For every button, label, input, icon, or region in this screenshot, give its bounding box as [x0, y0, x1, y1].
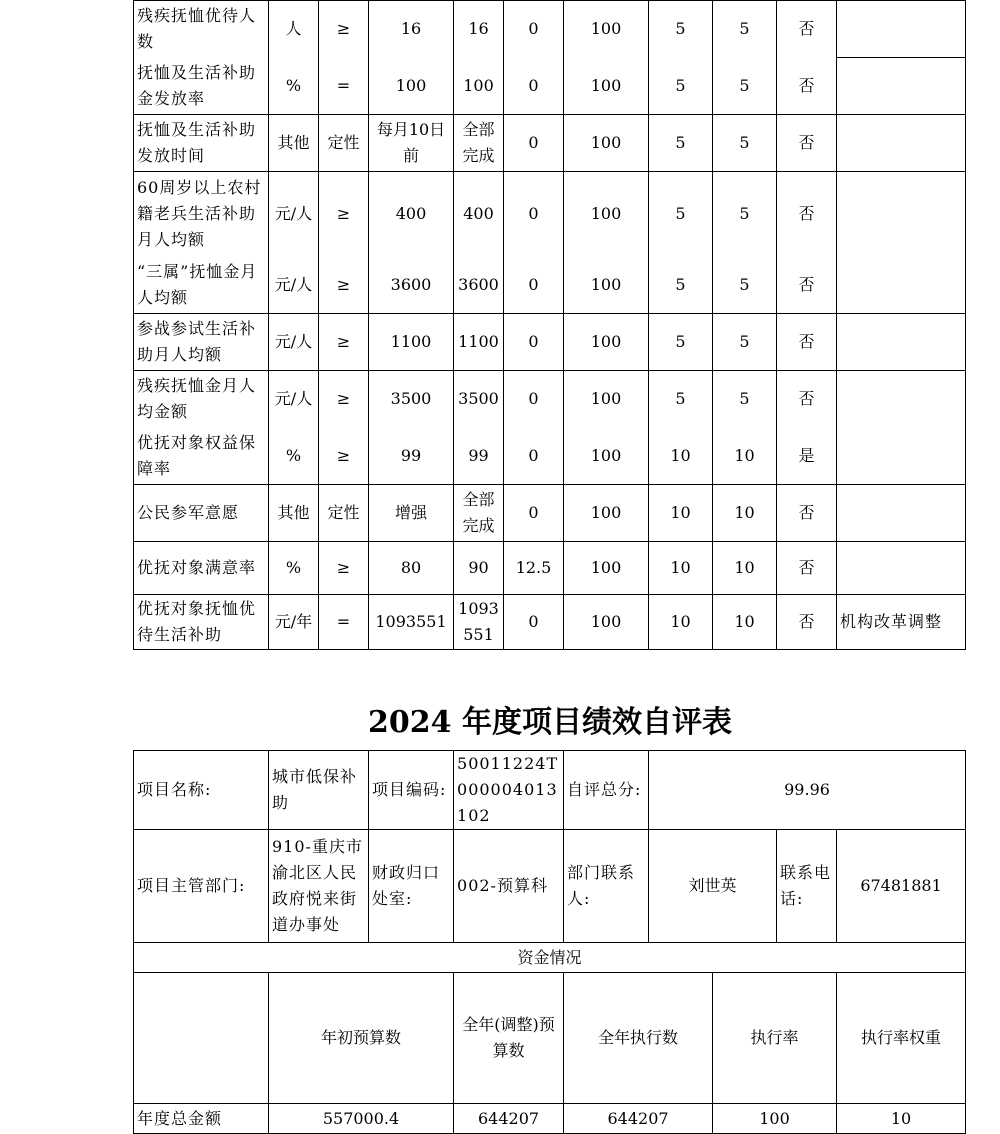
target-value: 100 [369, 58, 454, 115]
flag: 否 [777, 257, 837, 314]
note [837, 542, 966, 595]
project-info-table [133, 750, 966, 1134]
col-header-initial: 年初预算数 [269, 973, 454, 1104]
actual-value: 全部完成 [454, 115, 504, 172]
target-value: 1100 [369, 314, 454, 371]
self-score: 99.96 [649, 751, 966, 830]
operator: ≥ [319, 172, 369, 257]
target-value: 400 [369, 172, 454, 257]
weight: 10 [649, 595, 713, 650]
indicator-name: 优抚对象权益保障率 [134, 428, 269, 485]
completion-rate: 100 [564, 595, 649, 650]
flag: 否 [777, 172, 837, 257]
phone-label: 联系电话: [777, 830, 837, 943]
deviation: 0 [504, 595, 564, 650]
actual-value: 1093551 [454, 595, 504, 650]
note [837, 428, 966, 485]
operator: ≥ [319, 257, 369, 314]
operator: ≥ [319, 1, 369, 58]
deviation: 0 [504, 257, 564, 314]
project-name: 城市低保补助 [269, 751, 369, 830]
table-row [134, 1, 966, 58]
dept: 910-重庆市渝北区人民政府悦来街道办事处 [269, 830, 369, 943]
note [837, 257, 966, 314]
actual-value: 400 [454, 172, 504, 257]
note: 机构改革调整 [837, 595, 966, 650]
weight: 5 [649, 172, 713, 257]
contact-label: 部门联系人: [564, 830, 649, 943]
completion-rate: 100 [564, 172, 649, 257]
completion-rate: 100 [564, 542, 649, 595]
col-header-adjusted: 全年(调整)预算数 [454, 973, 564, 1104]
target-value: 1093551 [369, 595, 454, 650]
indicator-name: 抚恤及生活补助发放时间 [134, 115, 269, 172]
self-score-label: 自评总分: [564, 751, 649, 830]
score: 5 [713, 314, 777, 371]
operator: ≥ [319, 371, 369, 428]
indicator-name: 60周岁以上农村籍老兵生活补助月人均额 [134, 172, 269, 257]
completion-rate: 100 [564, 485, 649, 542]
target-value: 16 [369, 1, 454, 58]
actual-value: 99 [454, 428, 504, 485]
unit: 元/人 [269, 314, 319, 371]
deviation: 0 [504, 314, 564, 371]
weight: 10 [649, 542, 713, 595]
operator: = [319, 58, 369, 115]
actual-value: 16 [454, 1, 504, 58]
deviation: 12.5 [504, 542, 564, 595]
unit: % [269, 58, 319, 115]
unit: 元/人 [269, 371, 319, 428]
col-header-executed: 全年执行数 [564, 973, 713, 1104]
unit: 元/人 [269, 257, 319, 314]
total-adjusted: 644207 [454, 1104, 564, 1134]
unit: % [269, 542, 319, 595]
funds-header: 资金情况 [134, 943, 966, 973]
flag: 否 [777, 371, 837, 428]
actual-value: 90 [454, 542, 504, 595]
table-row [134, 428, 966, 485]
flag: 否 [777, 58, 837, 115]
deviation: 0 [504, 1, 564, 58]
note [837, 172, 966, 257]
operator: 定性 [319, 115, 369, 172]
target-value: 99 [369, 428, 454, 485]
indicator-name: 残疾抚恤金月人均金额 [134, 371, 269, 428]
total-initial: 557000.4 [269, 1104, 454, 1134]
score: 5 [713, 58, 777, 115]
weight: 5 [649, 314, 713, 371]
completion-rate: 100 [564, 371, 649, 428]
table-row [134, 314, 966, 371]
total-label: 年度总金额 [134, 1104, 269, 1134]
contact: 刘世英 [649, 830, 777, 943]
note [837, 314, 966, 371]
actual-value: 全部完成 [454, 485, 504, 542]
note [837, 115, 966, 172]
flag: 否 [777, 485, 837, 542]
table-row [134, 172, 966, 257]
indicator-name: 抚恤及生活补助金发放率 [134, 58, 269, 115]
deviation: 0 [504, 485, 564, 542]
score: 10 [713, 485, 777, 542]
project-code-label: 项目编码: [369, 751, 454, 830]
operator: ≥ [319, 542, 369, 595]
unit: 元/年 [269, 595, 319, 650]
operator: = [319, 595, 369, 650]
score: 10 [713, 428, 777, 485]
score: 5 [713, 115, 777, 172]
total-rate: 100 [713, 1104, 837, 1134]
score: 5 [713, 257, 777, 314]
blank-cell [134, 973, 269, 1104]
table-row [134, 115, 966, 172]
target-value: 80 [369, 542, 454, 595]
weight: 10 [649, 428, 713, 485]
flag: 是 [777, 428, 837, 485]
total-executed: 644207 [564, 1104, 713, 1134]
phone: 67481881 [837, 830, 966, 943]
note [837, 371, 966, 428]
completion-rate: 100 [564, 428, 649, 485]
flag: 否 [777, 595, 837, 650]
score: 5 [713, 371, 777, 428]
table-row [134, 58, 966, 115]
flag: 否 [777, 314, 837, 371]
project-name-label: 项目名称: [134, 751, 269, 830]
note [837, 58, 966, 115]
page-title: 2024 年度项目绩效自评表 [368, 705, 732, 740]
actual-value: 100 [454, 58, 504, 115]
target-value: 每月10日前 [369, 115, 454, 172]
operator: ≥ [319, 314, 369, 371]
deviation: 0 [504, 115, 564, 172]
unit: 元/人 [269, 172, 319, 257]
indicator-name: 优抚对象抚恤优待生活补助 [134, 595, 269, 650]
table-row [134, 371, 966, 428]
note [837, 1, 966, 58]
completion-rate: 100 [564, 115, 649, 172]
flag: 否 [777, 1, 837, 58]
unit: % [269, 428, 319, 485]
indicator-name: 残疾抚恤优待人数 [134, 1, 269, 58]
flag: 否 [777, 542, 837, 595]
note [837, 485, 966, 542]
indicator-name: 公民参军意愿 [134, 485, 269, 542]
completion-rate: 100 [564, 257, 649, 314]
flag: 否 [777, 115, 837, 172]
operator: ≥ [319, 428, 369, 485]
completion-rate: 100 [564, 314, 649, 371]
actual-value: 1100 [454, 314, 504, 371]
deviation: 0 [504, 371, 564, 428]
target-value: 增强 [369, 485, 454, 542]
completion-rate: 100 [564, 58, 649, 115]
deviation: 0 [504, 428, 564, 485]
deviation: 0 [504, 58, 564, 115]
weight: 5 [649, 257, 713, 314]
completion-rate: 100 [564, 1, 649, 58]
score: 5 [713, 1, 777, 58]
dept-label: 项目主管部门: [134, 830, 269, 943]
weight: 10 [649, 485, 713, 542]
target-value: 3500 [369, 371, 454, 428]
weight: 5 [649, 58, 713, 115]
finance: 002-预算科 [454, 830, 564, 943]
target-value: 3600 [369, 257, 454, 314]
table-row [134, 485, 966, 542]
actual-value: 3600 [454, 257, 504, 314]
weight: 5 [649, 115, 713, 172]
table-row [134, 542, 966, 595]
weight: 5 [649, 1, 713, 58]
indicator-name: “三属”抚恤金月人均额 [134, 257, 269, 314]
col-header-weight: 执行率权重 [837, 973, 966, 1104]
score: 5 [713, 172, 777, 257]
performance-indicator-table [133, 0, 966, 650]
weight: 5 [649, 371, 713, 428]
indicator-name: 参战参试生活补助月人均额 [134, 314, 269, 371]
table-row [134, 257, 966, 314]
finance-label: 财政归口处室: [369, 830, 454, 943]
total-weight: 10 [837, 1104, 966, 1134]
score: 10 [713, 542, 777, 595]
unit: 人 [269, 1, 319, 58]
indicator-name: 优抚对象满意率 [134, 542, 269, 595]
unit: 其他 [269, 115, 319, 172]
operator: 定性 [319, 485, 369, 542]
actual-value: 3500 [454, 371, 504, 428]
score: 10 [713, 595, 777, 650]
unit: 其他 [269, 485, 319, 542]
table-row [134, 595, 966, 650]
project-code: 50011224T000004013102 [454, 751, 564, 830]
deviation: 0 [504, 172, 564, 257]
col-header-rate: 执行率 [713, 973, 837, 1104]
